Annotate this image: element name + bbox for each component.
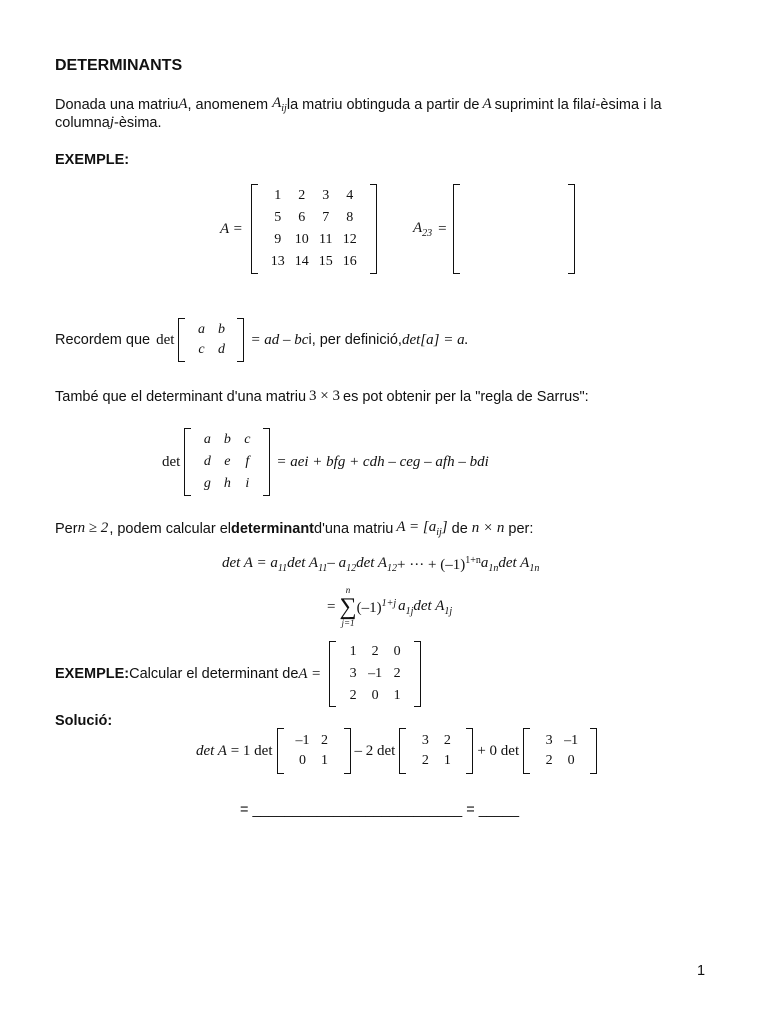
intro-line-2: columna j -èsima. bbox=[55, 114, 162, 131]
formula-sum: = n ∑ j=1 $(-1)^{1+j}$ $a_{1j}$ $\det A_{1j}$ bbox=[327, 585, 453, 628]
matrix-entry: 1 bbox=[349, 644, 357, 659]
matrix-entry: 2 bbox=[393, 666, 401, 681]
matrix-entry: 2 bbox=[298, 188, 306, 203]
matrix-entry: a bbox=[203, 432, 211, 447]
minor-2-entries bbox=[406, 728, 466, 774]
matrix-entry: a bbox=[197, 322, 205, 337]
matrix-entry: 13 bbox=[270, 254, 285, 269]
matrix-entry: 4 bbox=[346, 188, 354, 203]
matrix-entry: 2 bbox=[421, 753, 429, 768]
matrix-entry: 15 bbox=[318, 254, 333, 269]
matrix-entry: i bbox=[245, 476, 250, 491]
matrix-entry: b bbox=[217, 322, 225, 337]
matrix-entry: 1 bbox=[393, 688, 401, 703]
matrix-entry: c bbox=[198, 342, 205, 357]
matrix-entry: 0 bbox=[299, 753, 307, 768]
solution-expansion: det A = 1 det –1 2 0 1 – 2 det 3 2 2 1 + 0 det 3 –1 2 0 bbox=[196, 728, 597, 774]
matrix-entry: 1 bbox=[443, 753, 451, 768]
matrix-entry: 3 bbox=[421, 733, 429, 748]
formula-expansion: $\det A = a_{11}$ $\det A_{11}$ – $a_{12}$ $\det A_{12}$ + ··· + $(-1)^{1+n}$ $a_{1n}$ $\det A_{1n}$ bbox=[222, 555, 540, 574]
sarrus-formula: det a b c d e f g h i = aei + bfg + cdh – ceg – afh – bdi bbox=[162, 428, 489, 496]
matrix-2x2-entries bbox=[185, 318, 237, 362]
example-2-line: EXEMPLE: Calcular el determinant de A = 1 2 0 3 –1 2 2 0 1 bbox=[55, 641, 421, 707]
empty-matrix bbox=[453, 184, 575, 274]
matrix-entry: 2 bbox=[321, 733, 329, 748]
matrix-entry: g bbox=[203, 476, 211, 491]
matrix-entry: b bbox=[223, 432, 231, 447]
matrix-A-3x3 bbox=[329, 641, 421, 707]
matrix-sarrus-entries bbox=[191, 428, 263, 496]
matrix-A-4x4: A = 1 2 3 4 5 6 7 8 9 10 11 12 13 14 15 16 bbox=[220, 184, 377, 274]
matrix-entry: f bbox=[245, 454, 250, 469]
matrix-entry: 3 bbox=[349, 666, 357, 681]
matrix-entry: 0 bbox=[393, 644, 401, 659]
matrix-entry: –1 bbox=[295, 733, 310, 748]
matrix-entry: d bbox=[217, 342, 225, 357]
matrix-entry: 2 bbox=[349, 688, 357, 703]
example-1-label: EXEMPLE: bbox=[55, 152, 130, 168]
general-intro: Per n ≥ 2 , podem calcular el determinant d'una matriu $A = [a_{ij}]$ de n × n per: bbox=[55, 519, 534, 538]
matrix-entry: 2 bbox=[371, 644, 379, 659]
matrix-example-entries bbox=[336, 641, 414, 707]
matrix-entry: 8 bbox=[346, 210, 354, 225]
matrix-A-entries bbox=[258, 184, 370, 274]
minor-3-entries bbox=[530, 728, 590, 774]
matrix-entry: 16 bbox=[342, 254, 357, 269]
matrix-entry: 0 bbox=[567, 753, 575, 768]
matrix-entry: 0 bbox=[371, 688, 379, 703]
matrix-entry: 10 bbox=[294, 232, 309, 247]
matrix-entry: e bbox=[224, 454, 231, 469]
intro-line-1: Donada una matriu A , anomenem $A_{ij}$ la matriu obtinguda a partir de A suprimint la fila i -èsima i la bbox=[55, 95, 662, 114]
matrix-entry: 2 bbox=[545, 753, 553, 768]
matrix-entry: –1 bbox=[368, 666, 383, 681]
matrix-entry: 9 bbox=[274, 232, 282, 247]
sigma-symbol: n ∑ j=1 bbox=[339, 585, 357, 628]
matrix-entry: 3 bbox=[545, 733, 553, 748]
matrix-entry: 1 bbox=[321, 753, 329, 768]
matrix-entry: d bbox=[203, 454, 211, 469]
matrix-entry: 7 bbox=[322, 210, 330, 225]
matrix-entry: 11 bbox=[319, 232, 333, 247]
matrix-entry: 14 bbox=[294, 254, 309, 269]
matrix-entry: 5 bbox=[274, 210, 282, 225]
matrix-entry: 2 bbox=[443, 733, 451, 748]
matrix-entry: h bbox=[223, 476, 231, 491]
matrix-A23: $A_{23}$ = bbox=[413, 184, 575, 274]
matrix-entry: c bbox=[244, 432, 251, 447]
minor-1-entries bbox=[284, 728, 344, 774]
page-title: DETERMINANTS bbox=[55, 57, 183, 74]
matrix-entry: 12 bbox=[342, 232, 357, 247]
matrix-entry: 6 bbox=[298, 210, 306, 225]
matrix-entry: 1 bbox=[274, 188, 282, 203]
sarrus-intro: També que el determinant d'una matriu 3 × 3 es pot obtenir per la "regla de Sarrus": bbox=[55, 388, 589, 405]
answer-blanks: = __________________________ = _____ bbox=[240, 802, 520, 818]
recall-2x2-line: Recordem que det a b c d = ad – bc i, per definició, det[a] = a. bbox=[55, 318, 468, 362]
matrix-entry: –1 bbox=[564, 733, 579, 748]
matrix-entry: 3 bbox=[322, 188, 330, 203]
page-number: 1 bbox=[697, 963, 706, 979]
solution-label: Solució: bbox=[55, 713, 113, 729]
